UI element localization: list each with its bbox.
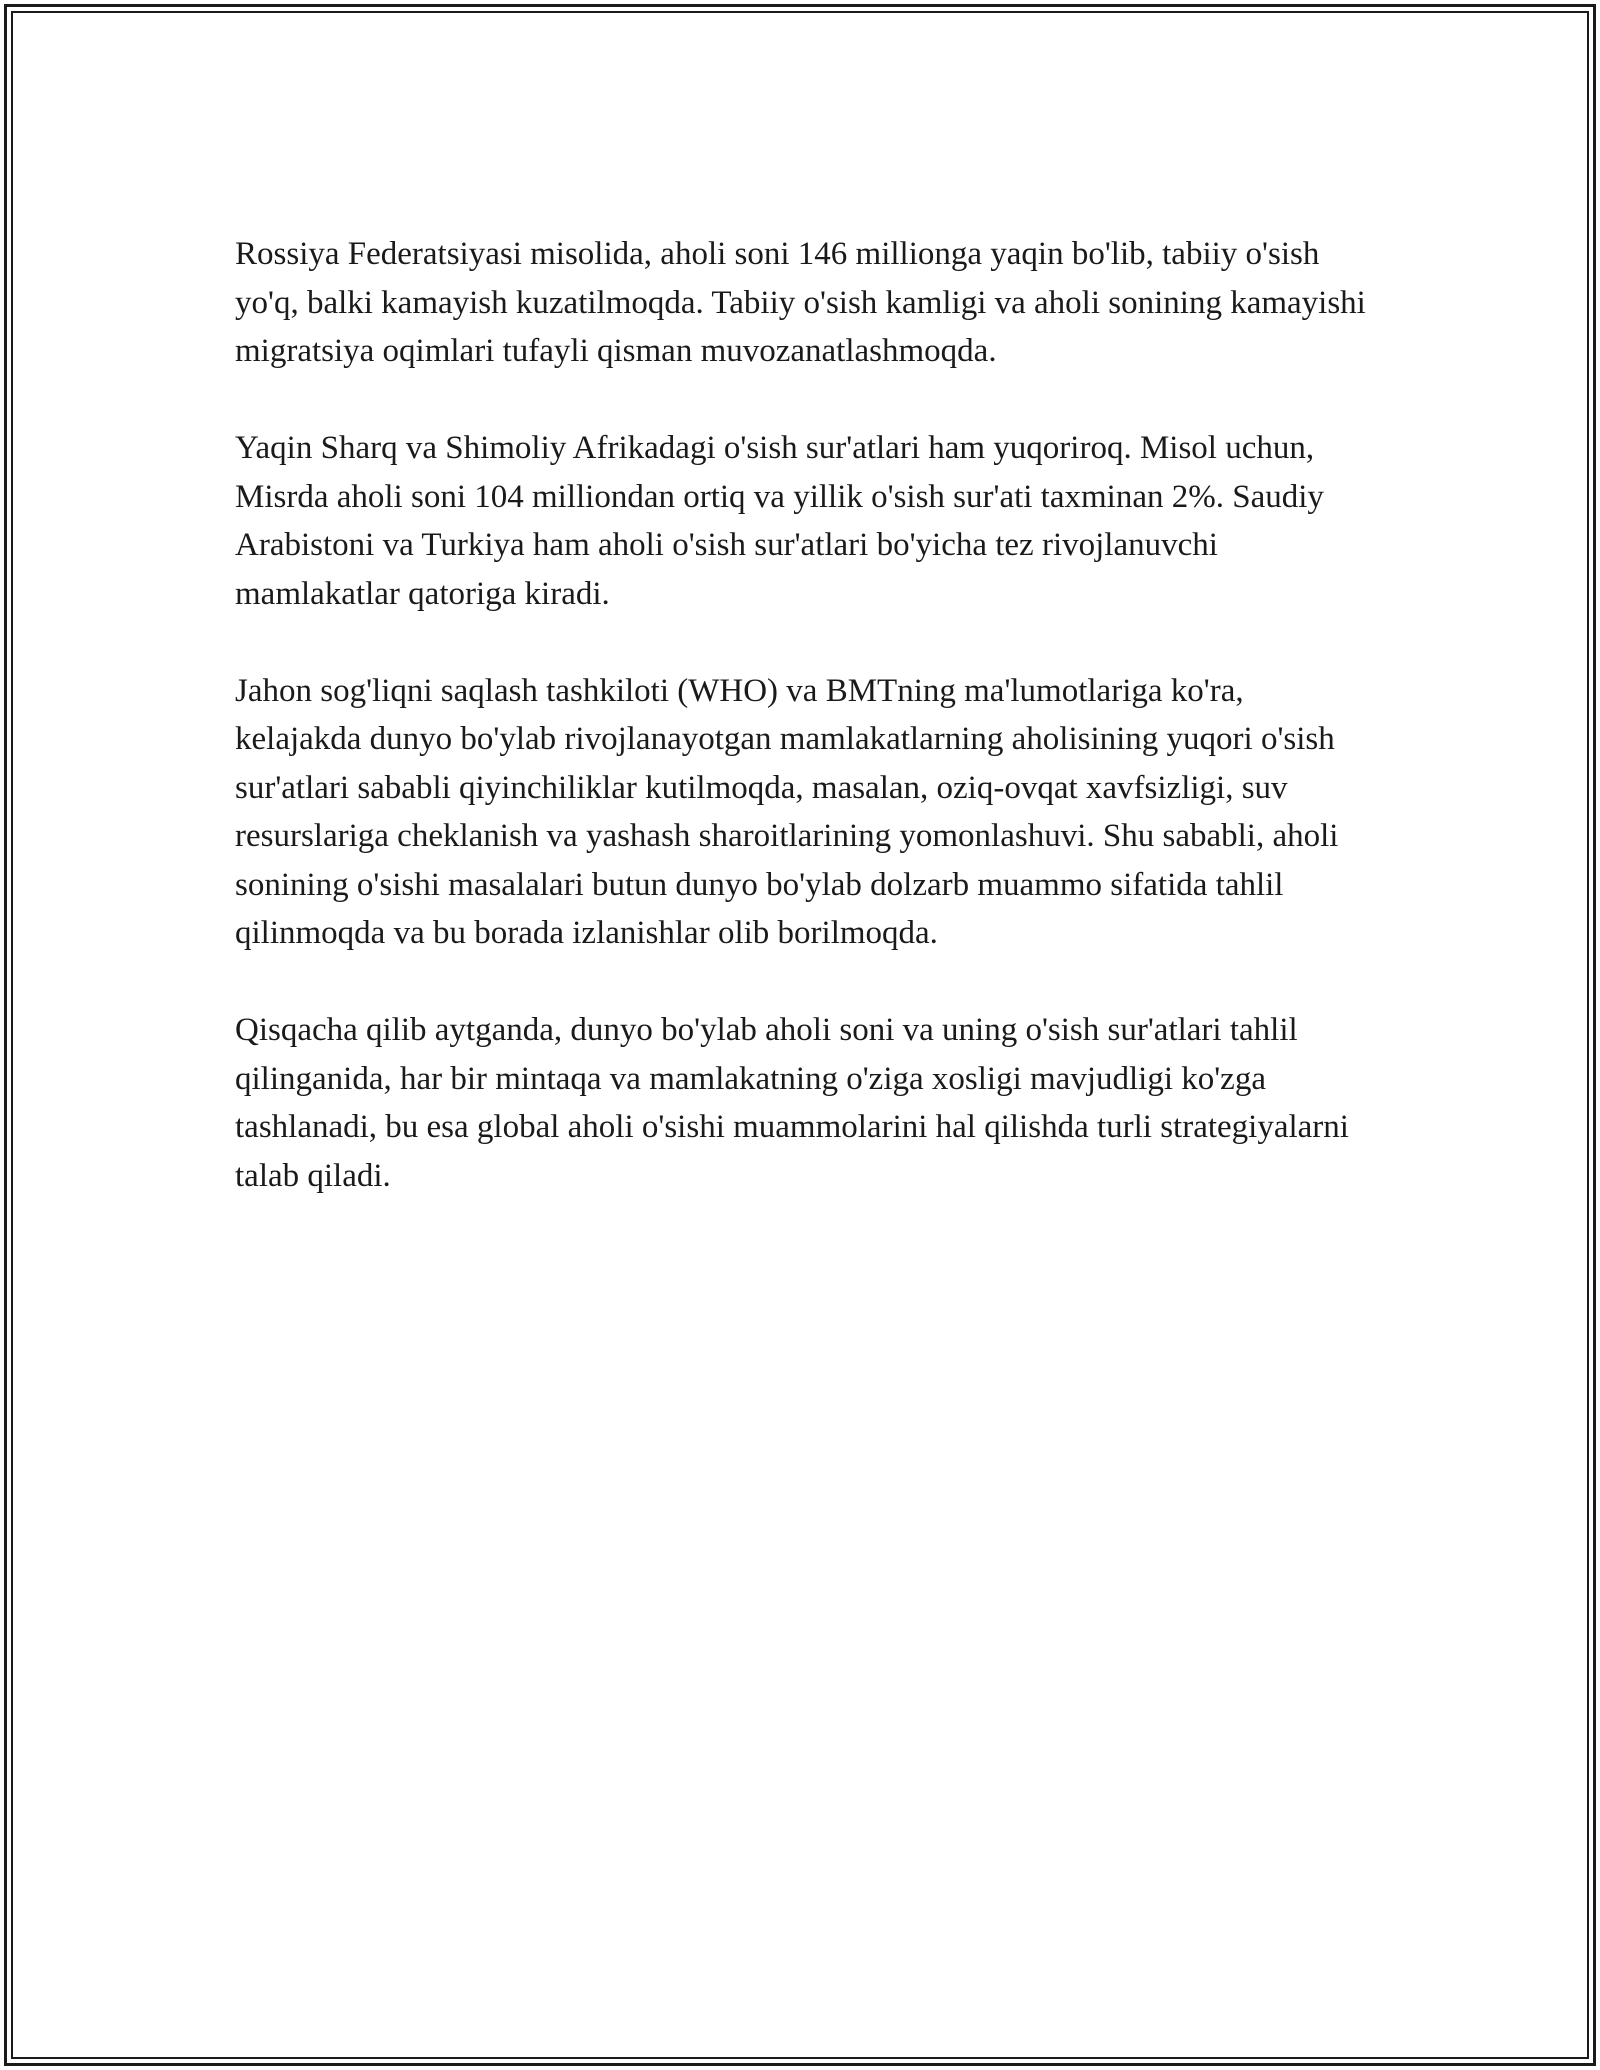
- paragraph-who-un: Jahon sog'liqni saqlash tashkiloti (WHO) va BMTning ma'lumotlariga ko'ra, kelajakda dunyo bo'ylab rivojlanayotgan mamlakatlarning aholisining yuqori o'sish sur'atlari sababli qiyinchiliklar kutilmoqda, masalan, oziq-ovqat xavfsizligi, suv resurslariga cheklanish va yashash sharoitlarining yomonlashuvi. Shu sababli, aholi sonining o'sishi masalalari butun dunyo bo'ylab dolzarb muammo sifatida tahlil qilinmoqda va bu borada izlanishlar olib borilmoqda.: [235, 672, 1339, 951]
- paragraph-middle-east: Yaqin Sharq va Shimoliy Afrikadagi o'sish sur'atlari ham yuqoriroq. Misol uchun, Misrda aholi soni 104 milliondan ortiq va yillik o'sish sur'ati taxminan 2%. Saudiy Arabistoni va Turkiya ham aholi o'sish sur'atlari bo'yicha tez rivojlanuvchi mamlakatlar qatoriga kiradi.: [235, 430, 1324, 612]
- paragraph-summary: Qisqacha qilib aytganda, dunyo bo'ylab aholi soni va uning o'sish sur'atlari tahlil qilinganida, har bir mintaqa va mamlakatning o'ziga xosligi mavjudligi ko'zga tashlanadi, bu esa global aholi o'sishi muammolarini hal qilishda turli strategiyalarni talab qiladi.: [235, 1012, 1349, 1194]
- paragraph-russia: Rossiya Federatsiyasi misolida, aholi soni 146 millionga yaqin bo'lib, tabiiy o'sish yo'q, balki kamayish kuzatilmoqda. Tabiiy o'sish kamligi va aholi sonining kamayishi migratsiya oqimlari tufayli qisman muvozanatlashmoqda.: [235, 236, 1366, 369]
- document-body: [235, 230, 1375, 1249]
